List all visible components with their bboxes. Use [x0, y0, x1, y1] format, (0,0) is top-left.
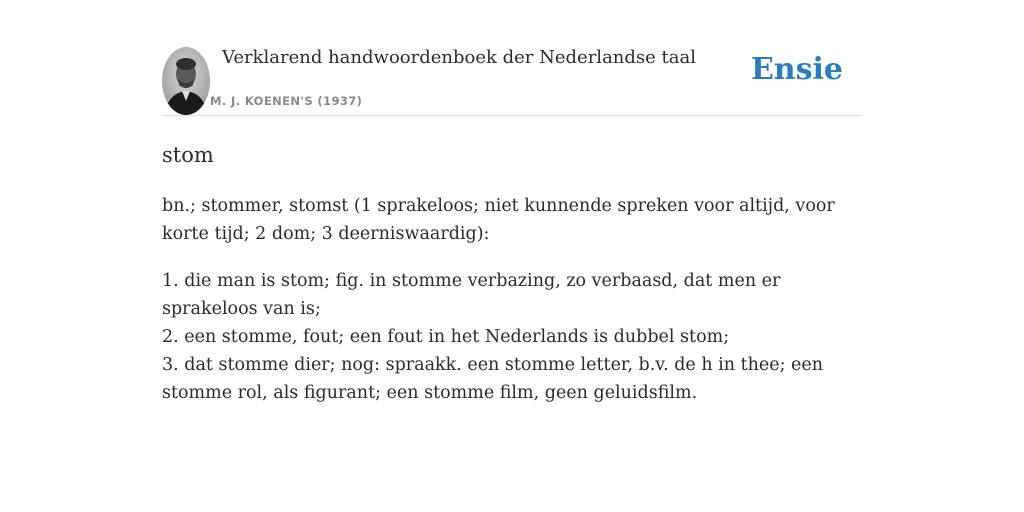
headword: stom	[162, 143, 214, 167]
sense-item: 2. een stomme, fout; een fout in het Nederlands is dubbel stom;	[162, 327, 730, 347]
dictionary-title: Verklarend handwoordenboek der Nederlandse taal	[222, 47, 696, 68]
grammar-description: bn.; stommer, stomst (1 sprakeloos; niet kunnende spreken voor altijd, voor korte tijd; 2 dom; 3 deerniswaardig):	[162, 196, 835, 244]
page-container	[162, 0, 862, 407]
header	[162, 0, 862, 116]
author-portrait	[162, 47, 210, 115]
senses-list	[162, 267, 862, 407]
sense-item: 1. die man is stom; fig. in stomme verbazing, zo verbaasd, dat men er sprakeloos van is;	[162, 271, 781, 319]
ensie-logo-link[interactable]: Ensie	[750, 52, 843, 87]
dictionary-subtitle: M. J. KOENEN'S (1937)	[210, 94, 363, 108]
sense-item: 3. dat stomme dier; nog: spraakk. een stomme letter, b.v. de h in thee; een stomme rol, als figurant; een stomme film, geen geluidsfilm.	[162, 355, 824, 403]
